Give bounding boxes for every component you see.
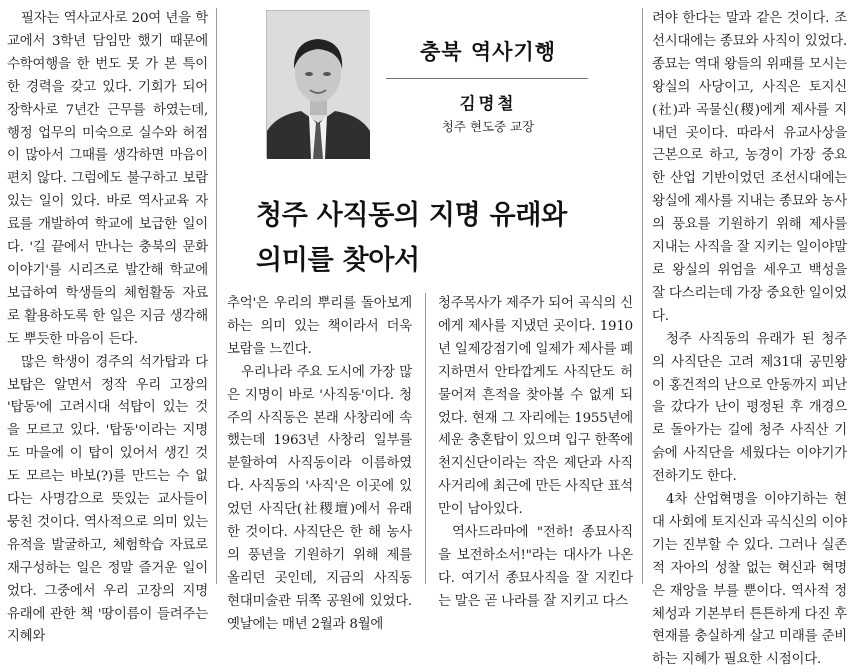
header-rule (386, 78, 588, 79)
paragraph: 추억'은 우리의 뿌리를 돌아보게 하는 의미 있는 책이라서 더욱 보람을 느낀다. (227, 296, 412, 357)
paragraph: 청주 사직동의 유래가 된 청주의 사직단은 고려 제31대 공민왕이 홍건적의 난으로 안동까지 피난을 갔다가 난이 평정된 후 개경으로 돌아가는 길에 청주 사직산 기슭에 사직단을 세웠다는 이야기가 전하기도 한다. (652, 331, 847, 485)
article-column-2 (227, 293, 412, 632)
author-photo (266, 10, 369, 158)
column-divider (642, 8, 643, 584)
article-column-1 (7, 8, 208, 645)
headline-line-1: 청주 사직동의 지명 유래와 (256, 200, 567, 231)
article-column-3 (438, 293, 633, 609)
column-divider (216, 8, 217, 584)
paragraph: 역사드라마에 "전하! 종묘사직을 보전하소서!"라는 대사가 나온다. 여기서 종묘사직을 잘 지킨다는 말은 곧 나라를 잘 지키고 다스 (438, 525, 633, 609)
paragraph: 청주목사가 제주가 되어 곡식의 신에게 제사를 지냈던 곳이다. 1910년 일제강점기에 일제가 제사를 폐지하면서 안타깝게도 사직단도 허물어져 흔적을 찾아볼 수 없게 되었다. 현재 그 자리에는 1955년에 세운 충혼탑이 있으며 입구 한쪽에 천지신단이라는 작은 제단과 사직사거리에 최근에 만든 사직단 표석만이 남아있다. (438, 296, 633, 518)
author-portrait-image (267, 11, 370, 159)
paragraph: 많은 학생이 경주의 석가탑과 다보탑은 알면서 정작 우리 고장의 '탑동'에 고려시대 석탑이 있는 것을 모르고 있다. '탑동'이라는 지명도 마을에 이 탑이 있어서 생긴 것도 모르는 바보(?)를 만드는 수 없다는 사명감으로 뜻있는 교사들이 뭉친 것이다. 역사적으로 의미 있는 유적을 발굴하고, 체험학습 자료로 재구성하는 일은 정말 즐거운 일이었다. 그중에서 우리 고장의 지명 유래에 관한 책 '땅이름이 들려주는 지혜와 (7, 354, 208, 645)
paragraph: 우리나라 주요 도시에 가장 많은 지명이 바로 '사직동'이다. 청주의 사직동은 본래 사창리에 속했는데 1963년 사창리 일부를 분할하여 사직동이라 이름하였다. 사직동의 '사직'은 이곳에 있었던 사직단(社稷壇)에서 유래한 것이다. 사직단은 한 해 농사의 풍년을 기원하기 위해 제를 올리던 곳인데, 지금의 사직동 현대미술관 뒤쪽 공원에 있었다. 옛날에는 매년 2월과 8월에 (227, 364, 412, 632)
paragraph: 필자는 역사교사로 20여 년을 학교에서 3학년 담임만 했기 때문에 수학여행을 한 번도 못 가 본 특이한 경력을 갖고 있다. 기회가 되어 장학사로 7년간 근무를 하였는데, 행정 업무의 미숙으로 실수와 허점이 많아서 그때를 생각하면 마음이 편치 않다. 그럼에도 불구하고 보람 있는 일이 있다. 바로 역사교육 자료를 개발하여 학교에 보급한 일이다. '길 끝에서 만나는 충북의 문화 이야기'를 시리즈로 발간해 학교에 보급하여 학생들의 체험활동 자료로 활용하도록 한 일은 지금 생각해도 뿌듯한 마음이 든다. (7, 11, 208, 347)
headline-line-2: 의미를 찾아서 (256, 245, 420, 276)
article-column-4 (652, 8, 847, 668)
author-name: 김명철 (459, 94, 517, 113)
column-series-name: 충북 역사기행 (419, 40, 557, 64)
author-title: 청주 현도중 교장 (441, 119, 535, 134)
column-divider (425, 293, 426, 584)
paragraph: 4차 산업혁명을 이야기하는 현대 사회에 토지신과 곡식신의 이야기는 진부할 수 있다. 그러나 실존적 자아의 성찰 없는 혁신과 혁명은 재앙을 부를 뿐이다. 역사적 정체성과 기본부터 튼튼하게 다진 후 현재를 충실하게 살고 미래를 준비하는 지혜가 필요한 시점이다. (652, 492, 847, 668)
paragraph: 려야 한다는 말과 같은 것이다. 조선시대에는 종묘와 사직이 있었다. 종묘는 역대 왕들의 위패를 모시는 왕실의 사당이고, 사직은 토지신(社)과 곡물신(稷)에게 제사를 지내던 곳이다. 따라서 유교사상을 근본으로 하고, 농경이 가장 중요한 산업 기반이었던 조선시대에는 왕실에 제사를 지내는 종묘와 농사의 풍요를 기원하기 위해 제사를 지내는 사직을 잘 지키는 일이야말로 왕실의 위엄을 세우고 백성을 잘 다스리는데 가장 중요한 일이었다. (652, 11, 847, 324)
